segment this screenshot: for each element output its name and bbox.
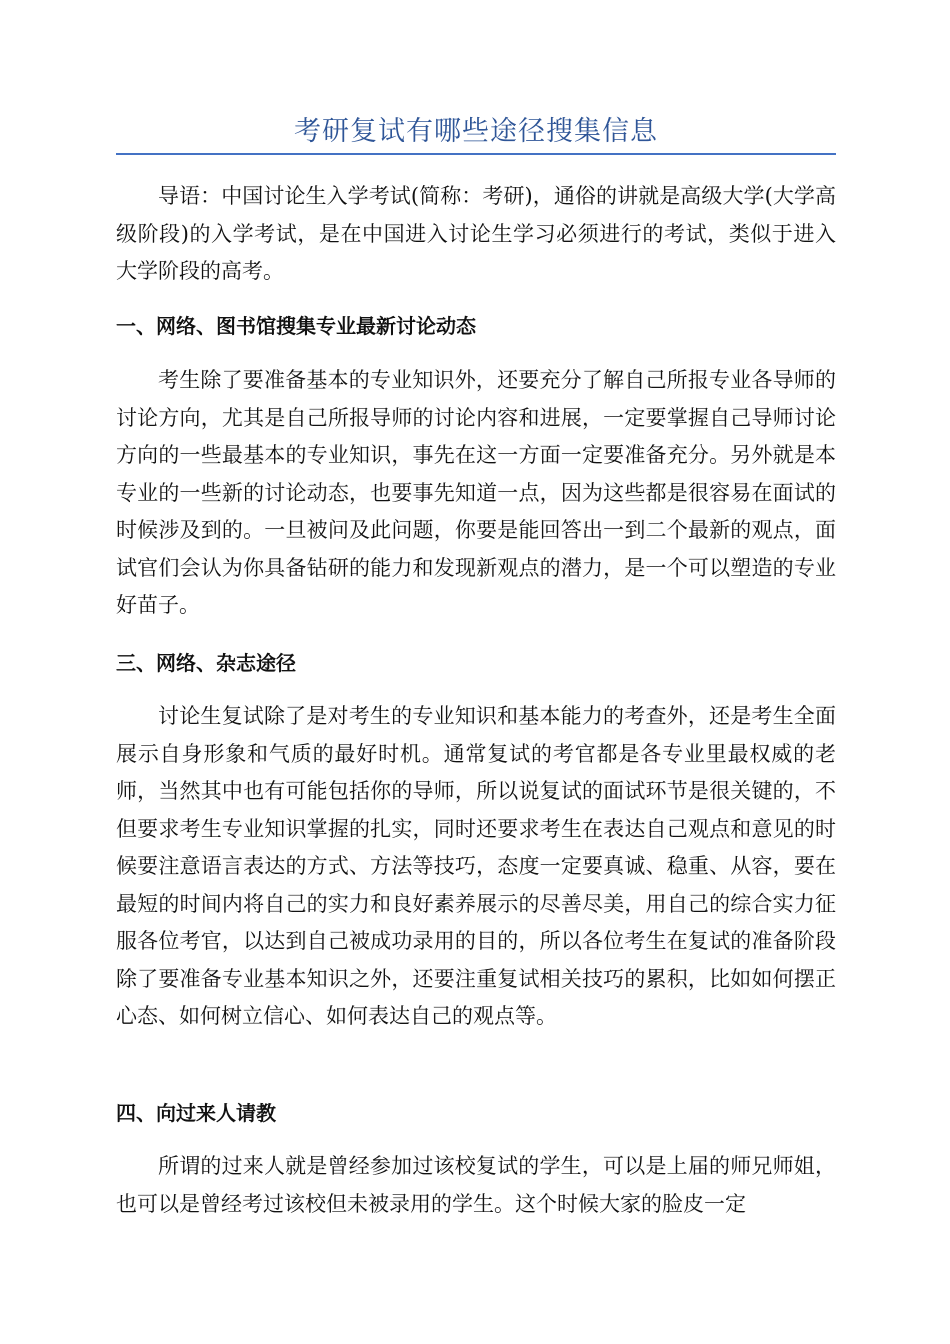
section-body-2: 讨论生复试除了是对考生的专业知识和基本能力的考查外，还是考生全面展示自身形象和气质的最好时机。通常复试的考官都是各专业里最权威的老师，当然其中也有可能包括你的导师，所以说复试的面试环节是很关键的，不但要求考生专业知识掌握的扎实，同时还要求考生在表达自己观点和意见的时候要注意语言表达的方式、方法等技巧，态度一定要真诚、稳重、从容，要在最短的时间内将自己的实力和良好素养展示的尽善尽美，用自己的综合实力征服各位考官，以达到自己被成功录用的目的，所以各位考生在复试的准备阶段除了要准备专业基本知识之外，还要注重复试相关技巧的累积，比如如何摆正心态、如何树立信心、如何表达自己的观点等。: [116, 704, 836, 1028]
section-heading-2: 三、网络、杂志途径: [116, 651, 296, 675]
intro-paragraph: 导语：中国讨论生入学考试(简称：考研)，通俗的讲就是高级大学(大学高级阶段)的入学考试，是在中国进入讨论生学习必须进行的考试，类似于进入大学阶段的高考。: [116, 184, 836, 283]
document-title: 考研复试有哪些途径搜集信息: [294, 116, 658, 147]
section-heading-1: 一、网络、图书馆搜集专业最新讨论动态: [116, 314, 476, 338]
section-body-1: 考生除了要准备基本的专业知识外，还要充分了解自己所报专业各导师的讨论方向，尤其是自己所报导师的讨论内容和进展，一定要掌握自己导师讨论方向的一些最基本的专业知识，事先在这一方面一定要准备充分。另外就是本专业的一些新的讨论动态，也要事先知道一点，因为这些都是很容易在面试的时候涉及到的。一旦被问及此问题，你要是能回答出一到二个最新的观点，面试官们会认为你具备钻研的能力和发现新观点的潜力，是一个可以塑造的专业好苗子。: [116, 368, 836, 617]
title-underline: [116, 153, 836, 155]
section-heading-3: 四、向过来人请教: [116, 1101, 276, 1125]
section-body-3: 所谓的过来人就是曾经参加过该校复试的学生，可以是上届的师兄师姐，也可以是曾经考过该校但未被录用的学生。这个时候大家的脸皮一定: [116, 1154, 836, 1216]
